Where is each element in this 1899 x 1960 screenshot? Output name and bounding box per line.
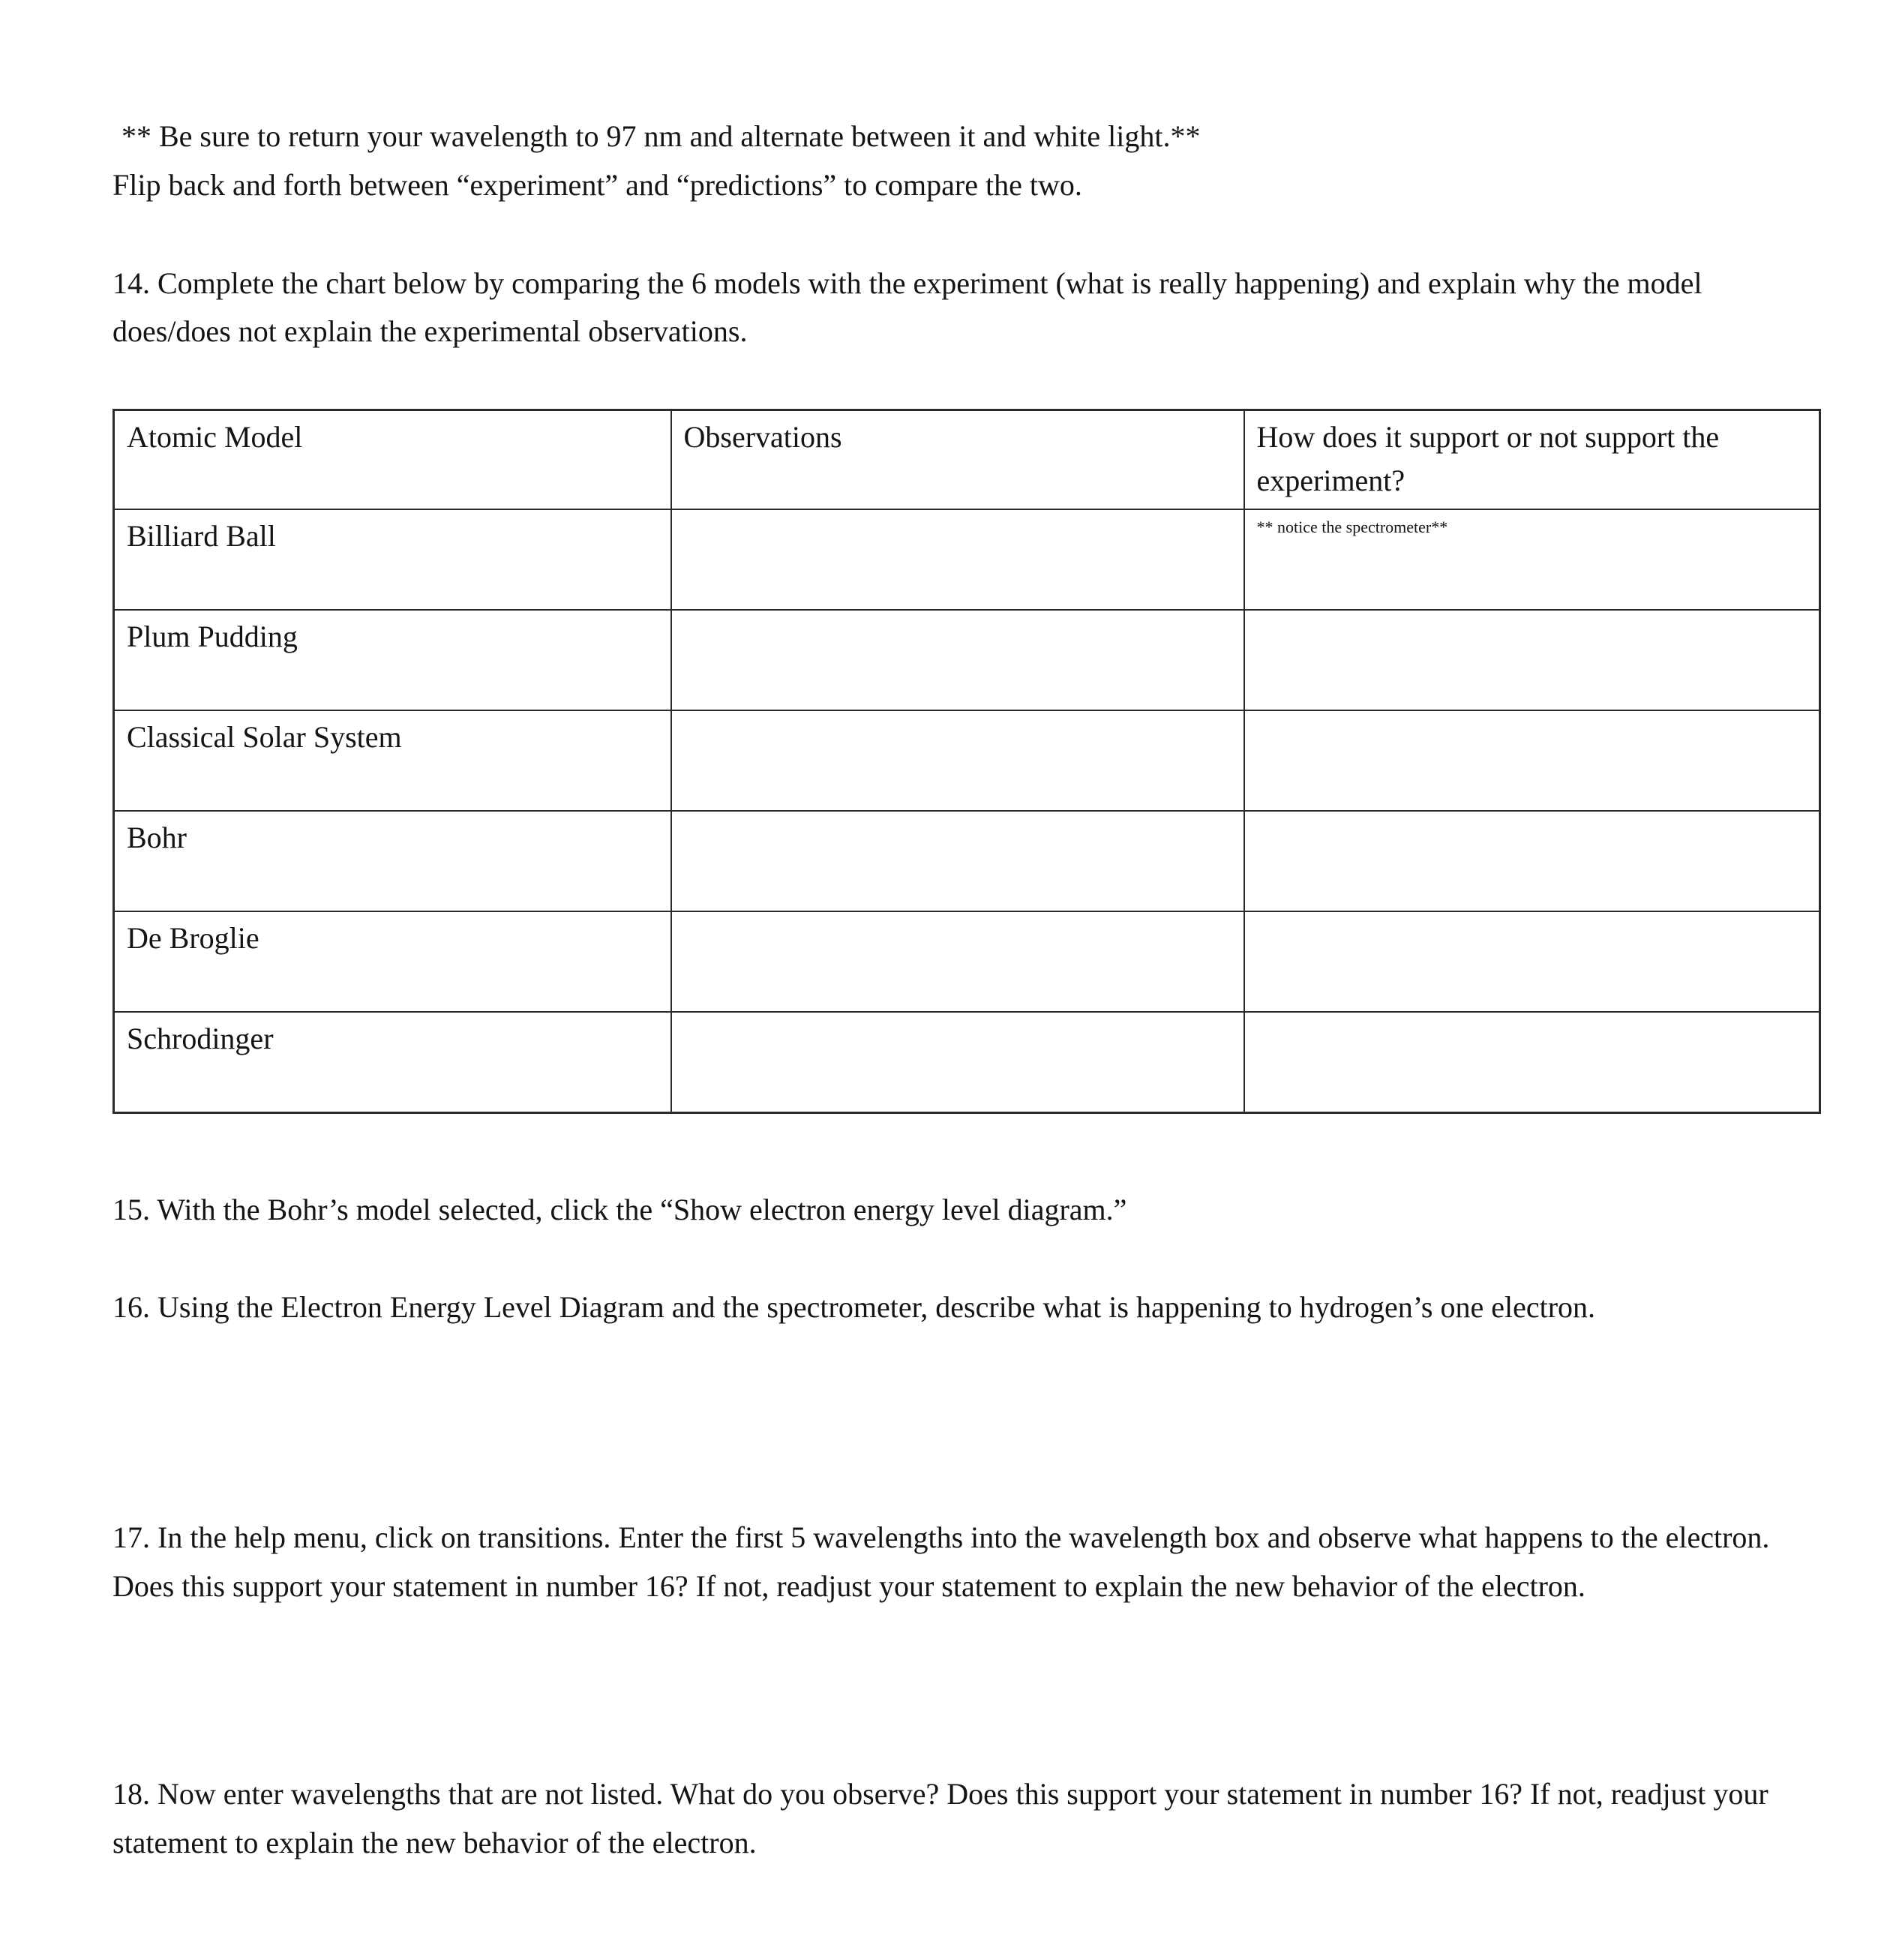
model-name-cell: Bohr [114,811,671,911]
support-cell [1244,509,1820,610]
support-cell [1244,911,1820,1012]
observations-cell [671,1012,1244,1112]
header-observations: Observations [671,410,1244,510]
table-row [114,710,1820,811]
question-14: 14. Complete the chart below by comparing the 6 models with the experiment (what is really happening) and explain why the model does/does not explain the experimental observations. [112,266,1702,349]
model-name-cell: Plum Pudding [114,610,671,710]
question-16: 16. Using the Electron Energy Level Diagram and the spectrometer, describe what is happening to hydrogen’s one electron. [112,1290,1596,1325]
observations-cell [671,710,1244,811]
observations-cell [671,811,1244,911]
table-row [114,811,1820,911]
question-17: 17. In the help menu, click on transitions. Enter the first 5 wavelengths into the wavelength box and observe what happens to the electron. Does this support your statement in number 16? If not, readjust your statement to explain the new behavior of the electron. [112,1520,1770,1604]
question-18: 18. Now enter wavelengths that are not listed. What do you observe? Does this support your statement in number 16? If not, readjust your statement to explain the new behavior of the electron. [112,1776,1768,1859]
support-cell [1244,710,1820,811]
table-row [114,509,1820,610]
atomic-models-table [112,409,1821,1114]
wavelength-instruction-line: ** Be sure to return your wavelength to 97 nm and alternate between it and white light.** [122,119,1201,153]
table-row [114,911,1820,1012]
model-name-cell: De Broglie [114,911,671,1012]
model-name-cell: Schrodinger [114,1012,671,1112]
question-15: 15. With the Bohr’s model selected, click the “Show electron energy level diagram.” [112,1192,1127,1226]
observations-cell [671,610,1244,710]
spectrometer-note: ** notice the spectrometer** [1256,518,1448,537]
support-cell [1244,811,1820,911]
observations-cell [671,911,1244,1012]
model-name-cell: Classical Solar System [114,710,671,811]
observations-cell [671,509,1244,610]
header-atomic-model: Atomic Model [114,410,671,510]
table-header-row [114,410,1820,510]
support-cell [1244,610,1820,710]
table-row [114,610,1820,710]
intro-paragraph [112,113,1818,210]
support-cell [1244,1012,1820,1112]
model-name-cell: Billiard Ball [114,509,671,610]
header-support: How does it support or not support the experiment? [1244,410,1820,510]
flip-instruction-line: Flip back and forth between “experiment” and “predictions” to compare the two. [112,167,1082,202]
table-row [114,1012,1820,1112]
